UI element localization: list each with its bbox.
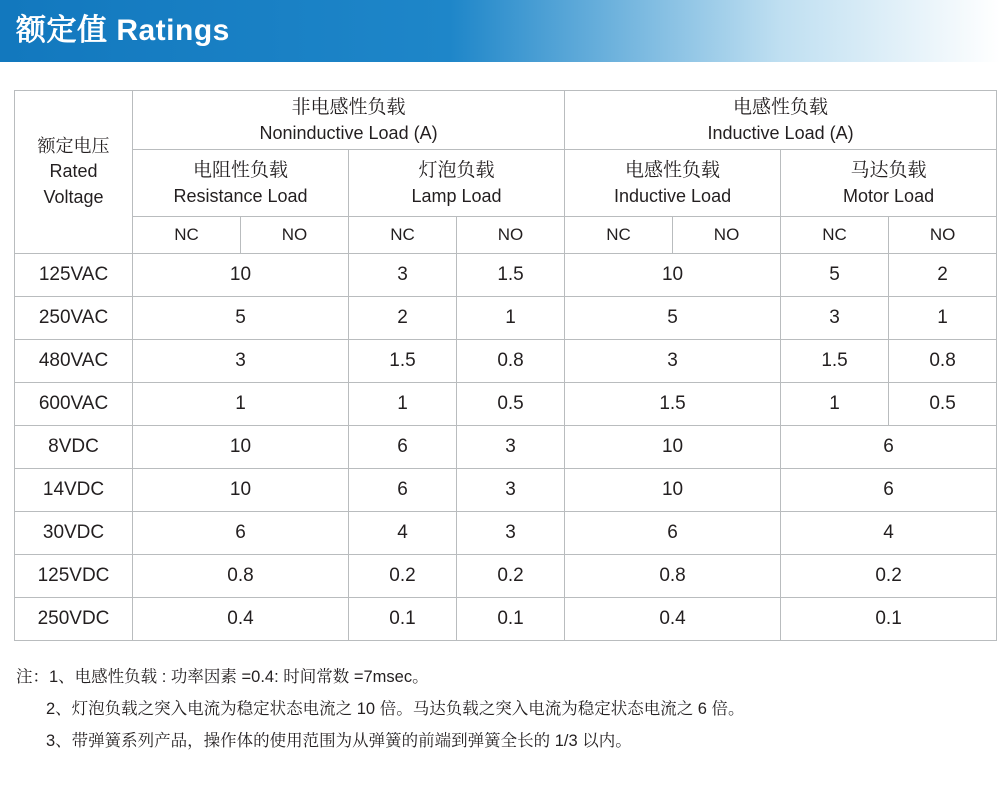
cell-inductive: 10 [565, 254, 781, 297]
cell-resistance: 1 [133, 383, 349, 426]
lamp-load-en: Lamp Load [411, 185, 502, 206]
cell-lamp-nc: 6 [349, 469, 457, 512]
cell-motor-nc: 1 [781, 383, 889, 426]
cell-motor: 0.1 [781, 598, 997, 641]
cell-motor-no: 1 [889, 297, 997, 340]
note-line-3: 3、带弹簧系列产品，操作体的使用范围为从弹簧的前端到弹簧全长的 1/3 以内。 [46, 732, 632, 751]
cell-motor: 0.2 [781, 555, 997, 598]
cell-lamp-no: 1.5 [457, 254, 565, 297]
cell-motor-no: 0.5 [889, 383, 997, 426]
cell-resistance: 6 [133, 512, 349, 555]
cell-lamp-nc: 4 [349, 512, 457, 555]
header-cell-contact-3: NO [457, 217, 565, 254]
cell-lamp-nc: 3 [349, 254, 457, 297]
cell-voltage: 600VAC [15, 383, 133, 426]
header-row-subgroups [15, 150, 997, 217]
inductive-group-cn: 电感性负载 [733, 97, 829, 119]
cell-lamp-nc: 1 [349, 383, 457, 426]
cell-lamp-no: 0.5 [457, 383, 565, 426]
cell-motor-nc: 3 [781, 297, 889, 340]
cell-resistance: 10 [133, 254, 349, 297]
cell-inductive: 6 [565, 512, 781, 555]
cell-lamp-no: 0.1 [457, 598, 565, 641]
cell-inductive: 10 [565, 469, 781, 512]
table-row [15, 512, 997, 555]
cell-voltage: 30VDC [15, 512, 133, 555]
ratings-table [14, 90, 997, 641]
cell-lamp-no: 1 [457, 297, 565, 340]
notes-section [0, 641, 1000, 758]
rated-voltage-en-1: Rated [49, 161, 98, 182]
header-cell-contact-2: NC [349, 217, 457, 254]
table-row [15, 383, 997, 426]
header-cell-inductive-group [565, 91, 997, 150]
cell-voltage: 8VDC [15, 426, 133, 469]
header-cell-contact-5: NO [673, 217, 781, 254]
table-head [15, 91, 997, 254]
cell-resistance: 3 [133, 340, 349, 383]
header-cell-motor-load [781, 150, 997, 217]
header-cell-resistance-load [133, 150, 349, 217]
cell-lamp-nc: 1.5 [349, 340, 457, 383]
header-cell-contact-0: NC [133, 217, 241, 254]
cell-motor-no: 0.8 [889, 340, 997, 383]
header-cell-rated-voltage [15, 91, 133, 254]
cell-lamp-nc: 0.2 [349, 555, 457, 598]
rated-voltage-cn: 额定电压 [37, 135, 110, 156]
cell-inductive: 1.5 [565, 383, 781, 426]
cell-lamp-nc: 0.1 [349, 598, 457, 641]
cell-lamp-nc: 2 [349, 297, 457, 340]
inductive-group-en: Inductive Load (A) [707, 122, 854, 143]
noninductive-group-en: Noninductive Load (A) [259, 122, 438, 143]
table-body [15, 254, 997, 641]
header-cell-noninductive-group [133, 91, 565, 150]
cell-voltage: 250VAC [15, 297, 133, 340]
cell-motor: 4 [781, 512, 997, 555]
inductive-load-cn: 电感性负载 [625, 160, 721, 182]
page-title: 额定值 Ratings [16, 14, 230, 47]
header-cell-contact-4: NC [565, 217, 673, 254]
table-row [15, 297, 997, 340]
rated-voltage-en-2: Voltage [43, 186, 104, 207]
table-row [15, 555, 997, 598]
cell-inductive: 3 [565, 340, 781, 383]
header-cell-contact-1: NO [241, 217, 349, 254]
cell-lamp-nc: 6 [349, 426, 457, 469]
cell-motor-no: 2 [889, 254, 997, 297]
table-row [15, 254, 997, 297]
cell-inductive: 5 [565, 297, 781, 340]
cell-resistance: 5 [133, 297, 349, 340]
note-line-1: 注：1、电感性负载 : 功率因素 =0.4: 时间常数 =7msec。 [16, 668, 429, 686]
resistance-load-cn: 电阻性负载 [192, 160, 288, 182]
cell-voltage: 125VDC [15, 555, 133, 598]
table-row [15, 469, 997, 512]
header-row-contacts [15, 217, 997, 254]
table-row [15, 598, 997, 641]
cell-resistance: 0.8 [133, 555, 349, 598]
cell-resistance: 10 [133, 469, 349, 512]
cell-inductive: 0.4 [565, 598, 781, 641]
cell-lamp-no: 0.8 [457, 340, 565, 383]
cell-motor-nc: 5 [781, 254, 889, 297]
header-cell-lamp-load [349, 150, 565, 217]
note-line-2: 2、灯泡负载之突入电流为稳定状态电流之 10 倍。马达负载之突入电流为稳定状态电流之 6 倍。 [46, 700, 745, 719]
cell-voltage: 250VDC [15, 598, 133, 641]
cell-lamp-no: 0.2 [457, 555, 565, 598]
page-header [0, 0, 1000, 62]
motor-load-cn: 马达负载 [850, 160, 927, 182]
header-cell-contact-6: NC [781, 217, 889, 254]
cell-motor: 6 [781, 426, 997, 469]
cell-voltage: 14VDC [15, 469, 133, 512]
cell-motor-nc: 1.5 [781, 340, 889, 383]
header-cell-contact-7: NO [889, 217, 997, 254]
cell-motor: 6 [781, 469, 997, 512]
inductive-load-en: Inductive Load [614, 185, 732, 206]
cell-lamp-no: 3 [457, 469, 565, 512]
cell-voltage: 125VAC [15, 254, 133, 297]
motor-load-en: Motor Load [843, 185, 935, 206]
resistance-load-en: Resistance Load [173, 185, 308, 206]
ratings-table-container [0, 62, 1000, 641]
cell-voltage: 480VAC [15, 340, 133, 383]
table-row [15, 340, 997, 383]
cell-lamp-no: 3 [457, 426, 565, 469]
lamp-load-cn: 灯泡负载 [418, 160, 495, 182]
cell-inductive: 0.8 [565, 555, 781, 598]
cell-lamp-no: 3 [457, 512, 565, 555]
cell-resistance: 0.4 [133, 598, 349, 641]
header-cell-inductive-load [565, 150, 781, 217]
cell-inductive: 10 [565, 426, 781, 469]
table-row [15, 426, 997, 469]
header-row-groups [15, 91, 997, 150]
cell-resistance: 10 [133, 426, 349, 469]
noninductive-group-cn: 非电感性负载 [291, 97, 406, 119]
